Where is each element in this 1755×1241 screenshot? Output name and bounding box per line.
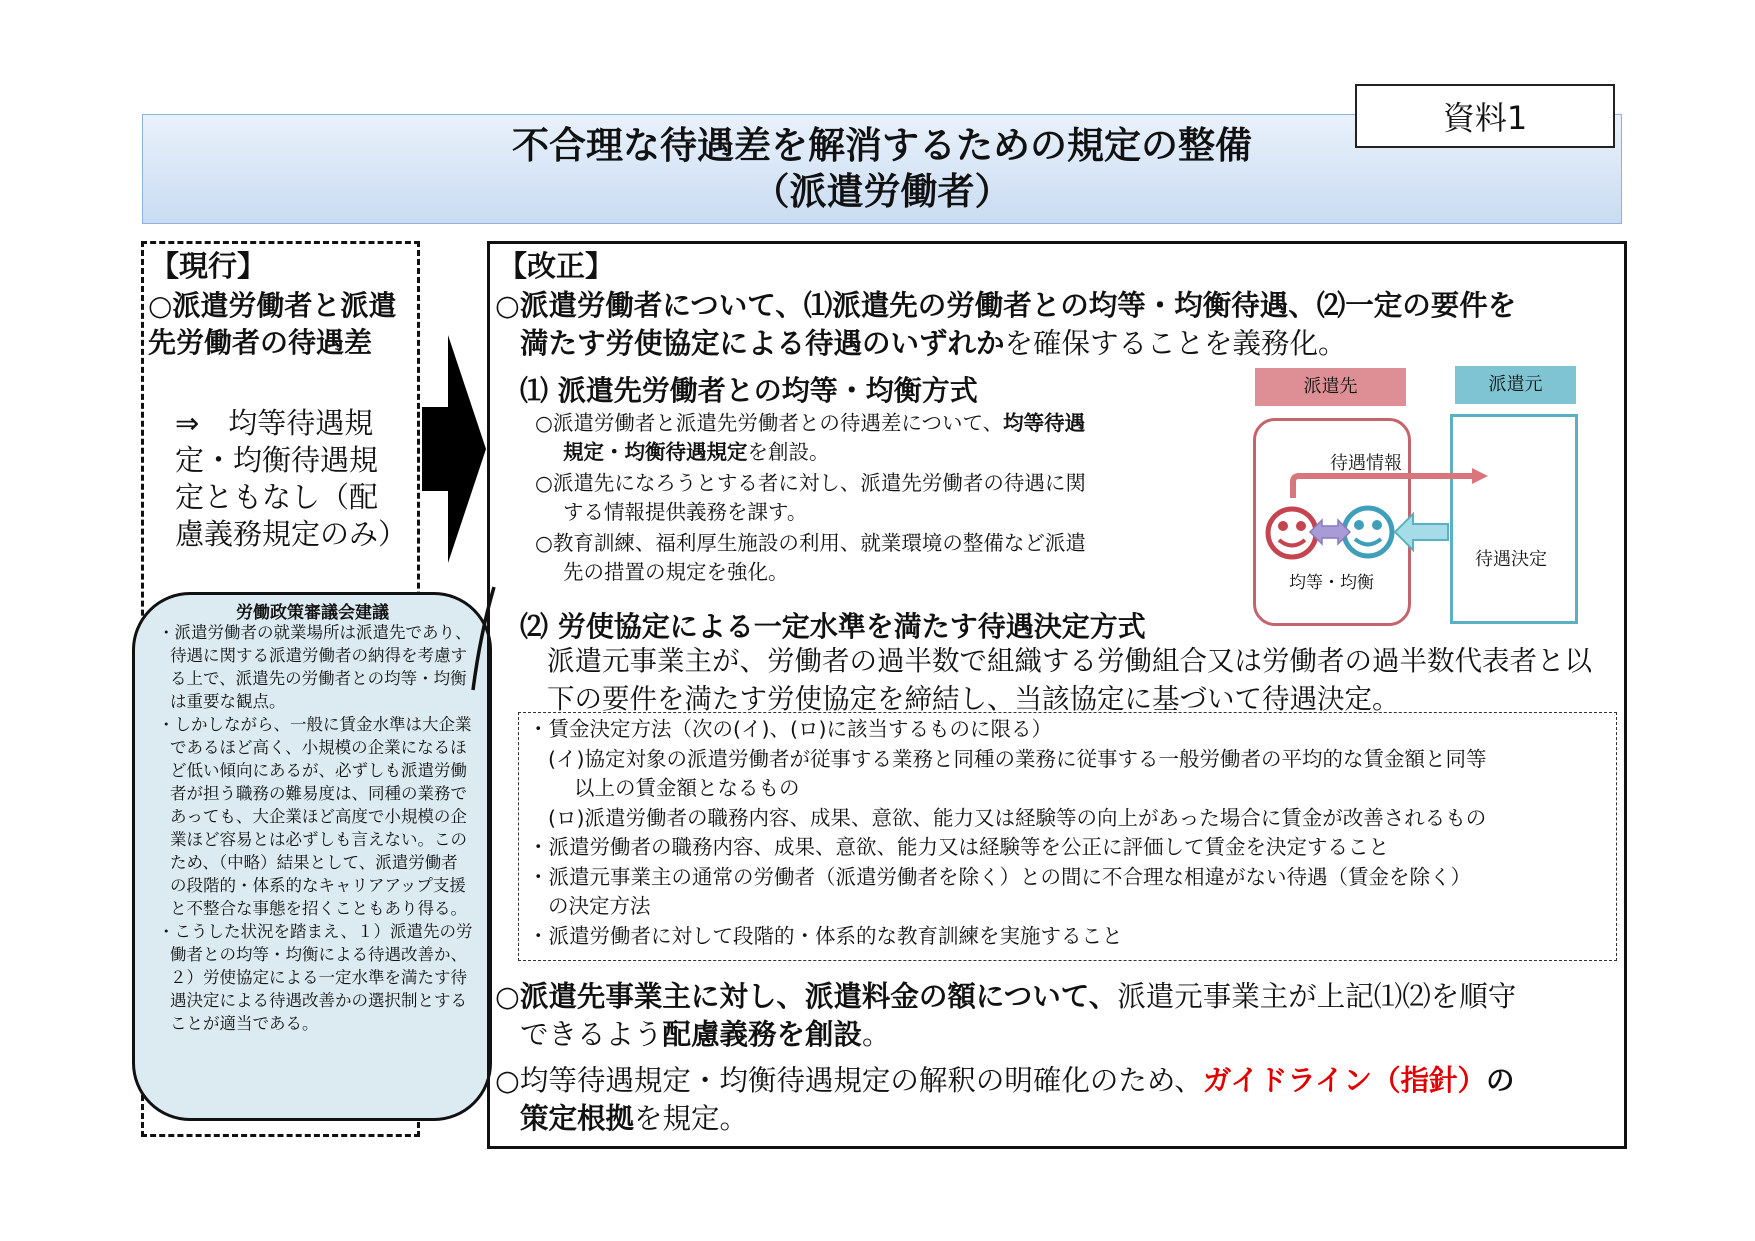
section2-body: 派遣元事業主が、労働者の過半数で組織する労働組合又は労働者の過半数代表者と以下の要件を満たす労使協定を締結し、当該協定に基づいて待遇決定。 <box>547 645 1592 715</box>
requirement-item: ・派遣元事業主の通常の労働者（派遣労働者を除く）との間に不合理な相違がない待遇（賃金を除く） <box>528 864 1471 889</box>
dispatch-source-label: 派遣元 <box>1455 366 1576 404</box>
point-bold: 配慮義務を創設 <box>662 1018 863 1051</box>
main-point-line2 <box>495 325 1615 363</box>
item-text: する情報提供義務を課す。 <box>563 500 808 524</box>
point-bold: の <box>1486 1064 1515 1097</box>
dispatch-destination-label: 派遣先 <box>1255 368 1406 406</box>
page-title: 不合理な待遇差を解消するための規定の整備 <box>512 124 1252 167</box>
recommendation-body <box>158 621 473 1035</box>
point-text: できるよう <box>520 1018 663 1051</box>
fee-consideration-point <box>495 978 1615 1054</box>
document-tag: 資料1 <box>1355 84 1615 148</box>
section1-item <box>535 529 1175 587</box>
requirements-list <box>528 715 1613 951</box>
point-bold: ○派遣先事業主に対し、派遣料金の額について、 <box>495 980 1118 1013</box>
point-bold: 策定根拠 <box>520 1102 635 1135</box>
requirement-subitem-cont: 以上の賃金額となるもの <box>574 776 800 800</box>
guideline-highlight: ガイドライン（指針） <box>1202 1064 1487 1097</box>
dispatched-worker-face-icon <box>1268 509 1316 557</box>
revised-main-point <box>495 287 1615 363</box>
point-text: を規定。 <box>634 1102 749 1135</box>
point-text: 派遣元事業主が上記⑴⑵を順守 <box>1117 980 1517 1013</box>
item-text: ○教育訓練、福利厚生施設の利用、就業環境の整備など派遣 <box>535 531 1086 555</box>
item-text: を創設。 <box>747 440 830 464</box>
revised-heading: 【改正】 <box>498 249 615 283</box>
section1-item <box>535 409 1175 467</box>
page-subtitle: （派遣労働者） <box>752 170 1012 213</box>
treatment-decision-label: 待遇決定 <box>1475 549 1547 570</box>
current-subitem: ⇒ 均等待遇規定・均衡待遇規定ともなし（配慮義務規定のみ） <box>175 406 408 551</box>
requirement-subitem: (イ)協定対象の派遣労働者が従事する業務と同種の業務に従事する一般労働者の平均的な賃金額と同等 <box>548 746 1487 771</box>
transition-arrow-icon <box>422 335 486 563</box>
main-point-bold: 満たす労使協定による待遇のいずれか <box>520 327 1005 360</box>
requirement-subitem: (ロ)派遣労働者の職務内容、成果、意欲、能力又は経験等の向上があった場合に賃金が改善されるもの <box>548 805 1487 830</box>
main-point-normal: を確保することを義務化。 <box>1004 327 1347 360</box>
recommendation-paragraph: ・派遣労働者の就業場所は派遣先であり、待遇に関する派遣労働者の納得を考慮する上で、派遣先の労働者との均等・均衡は重要な観点。 <box>158 623 472 711</box>
treatment-info-label: 待遇情報 <box>1330 453 1402 474</box>
recommendation-paragraph: ・こうした状況を踏まえ、１）派遣先の労働者との均等・均衡による待遇改善か、２）労使協定による一定水準を満たす待遇決定による待遇改善かの選択制とすることが適当である。 <box>158 922 473 1033</box>
requirement-item: ・派遣労働者の職務内容、成果、意欲、能力又は経験等を公正に評価して賃金を決定すること <box>528 835 1389 859</box>
guideline-point <box>495 1062 1615 1138</box>
main-point-line1: ○派遣労働者について、⑴派遣先の労働者との均等・均衡待遇、⑵一定の要件を <box>495 289 1517 322</box>
current-item: ○派遣労働者と派遣先労働者の待遇差 <box>148 289 397 359</box>
decision-arrow-icon <box>1395 514 1448 550</box>
item-bold: 均等待遇 <box>1003 411 1086 435</box>
requirement-item: ・賃金決定方法（次の(イ)、(ロ)に該当するものに限る） <box>528 717 1052 741</box>
point-text: ○均等待遇規定・均衡待遇規定の解釈の明確化のため、 <box>495 1064 1203 1097</box>
item-bold: 規定・均衡待遇規定 <box>563 440 748 464</box>
point-text: 。 <box>862 1018 891 1051</box>
destination-worker-face-icon <box>1344 508 1392 556</box>
section2-title: ⑵ 労使協定による一定水準を満たす待遇決定方式 <box>520 610 1146 643</box>
requirement-item-cont: の決定方法 <box>548 894 651 918</box>
equal-balance-label: 均等・均衡 <box>1289 573 1374 593</box>
recommendation-paragraph: ・しかしながら、一般に賃金水準は大企業であるほど高く、小規模の企業になるほど低い傾向にあるが、必ずしも派遣労働者が担う職務の難易度は、同種の業務であっても、大企業ほど高度で小規模の企業ほど容易とは必ずしも言えない。このため、（中略）結果として、派遣労働者の段階的・体系的なキャリアアップ支援と不整合な事態を招くこともあり得る。 <box>158 715 472 918</box>
recommendation-title: 労働政策審議会建議 <box>236 603 389 623</box>
requirement-item: ・派遣労働者に対して段階的・体系的な教育訓練を実施すること <box>528 923 1123 948</box>
item-text: 先の措置の規定を強化。 <box>563 560 789 584</box>
current-heading: 【現行】 <box>150 249 267 283</box>
section1-item <box>535 469 1175 527</box>
item-text: ○派遣労働者と派遣先労働者との待遇差について、 <box>535 411 1004 435</box>
section1-title: ⑴ 派遣先労働者との均等・均衡方式 <box>520 374 978 407</box>
item-text: ○派遣先になろうとする者に対し、派遣先労働者の待遇に関 <box>535 471 1086 495</box>
